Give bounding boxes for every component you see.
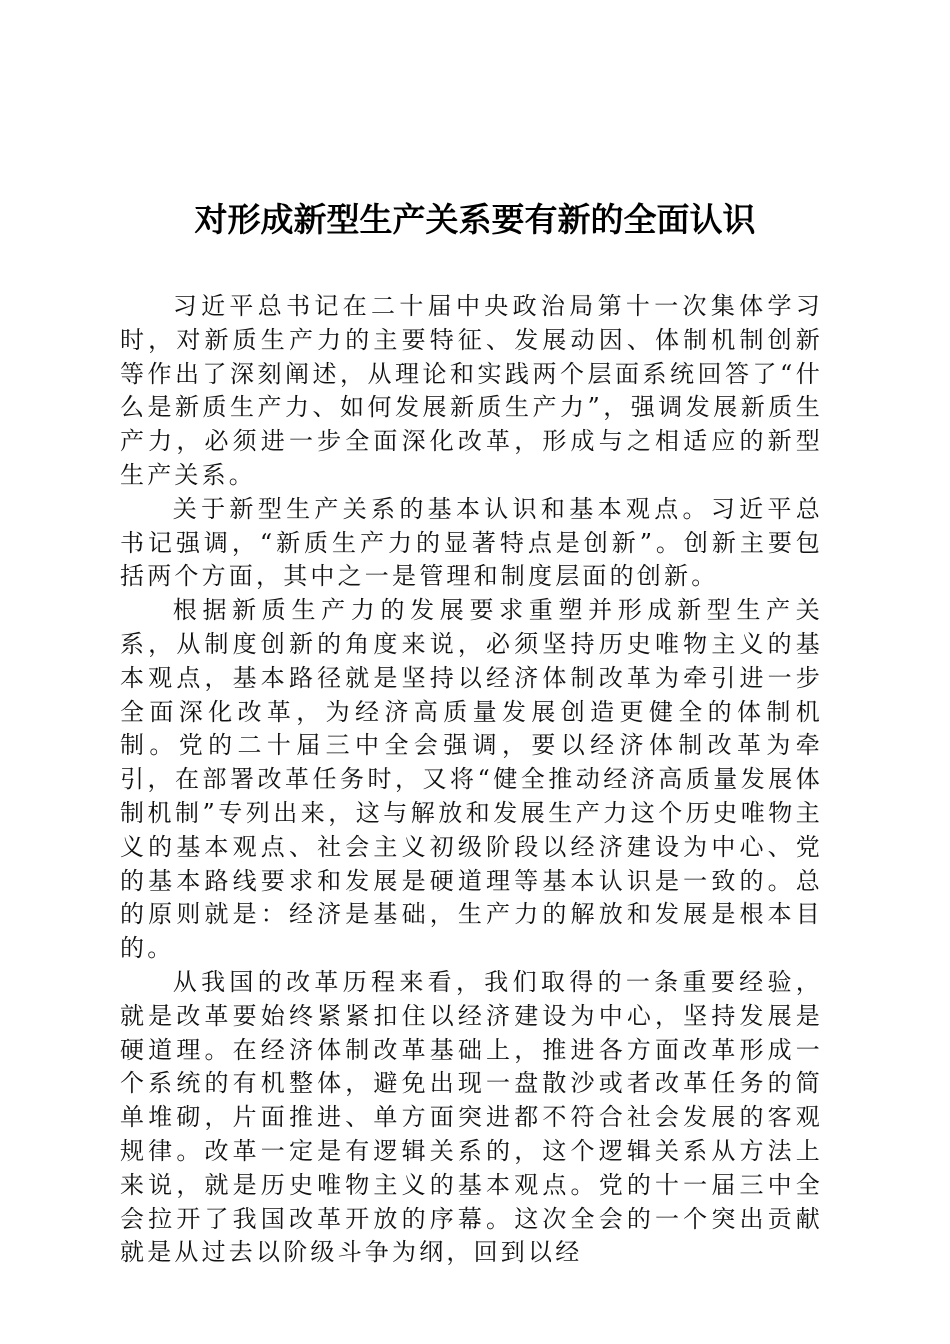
paragraph-2: 关于新型生产关系的基本认识和基本观点。习近平总书记强调，“新质生产力的显著特点是创新”。创新主要包括两个方面，其中之一是管理和制度层面的创新。: [120, 494, 823, 591]
paragraph-3: 根据新质生产力的发展要求重塑并形成新型生产关系，从制度创新的角度来说，必须坚持历史唯物主义的基本观点，基本路径就是坚持以经济体制改革为牵引进一步全面深化改革，为经济高质量发展创造更健全的体制机制。党的二十届三中全会强调，要以经济体制改革为牵引，在部署改革任务时，又将“健全推动经济高质量发展体制机制”专列出来，这与解放和发展生产力这个历史唯物主义的基本观点、社会主义初级阶段以经济建设为中心、党的基本路线要求和发展是硬道理等基本认识是一致的。总的原则就是：经济是基础，生产力的解放和发展是根本目的。: [120, 596, 823, 963]
document-body: [120, 290, 823, 1270]
paragraph-4: 从我国的改革历程来看，我们取得的一条重要经验，就是改革要始终紧紧扣住以经济建设为中心，坚持发展是硬道理。在经济体制改革基础上，推进各方面改革形成一个系统的有机整体，避免出现一盘散沙或者改革任务的简单堆砌，片面推进、单方面突进都不符合社会发展的客观规律。改革一定是有逻辑关系的，这个逻辑关系从方法上来说，就是历史唯物主义的基本观点。党的十一届三中全会拉开了我国改革开放的序幕。这次全会的一个突出贡献就是从过去以阶级斗争为纲，回到以经: [120, 967, 823, 1267]
paragraph-1: 习近平总书记在二十届中央政治局第十一次集体学习时，对新质生产力的主要特征、发展动因、体制机制创新等作出了深刻阐述，从理论和实践两个层面系统回答了“什么是新质生产力、如何发展新质生产力”，强调发展新质生产力，必须进一步全面深化改革，形成与之相适应的新型生产关系。: [120, 292, 823, 489]
document-title: 对形成新型生产关系要有新的全面认识: [194, 200, 756, 239]
